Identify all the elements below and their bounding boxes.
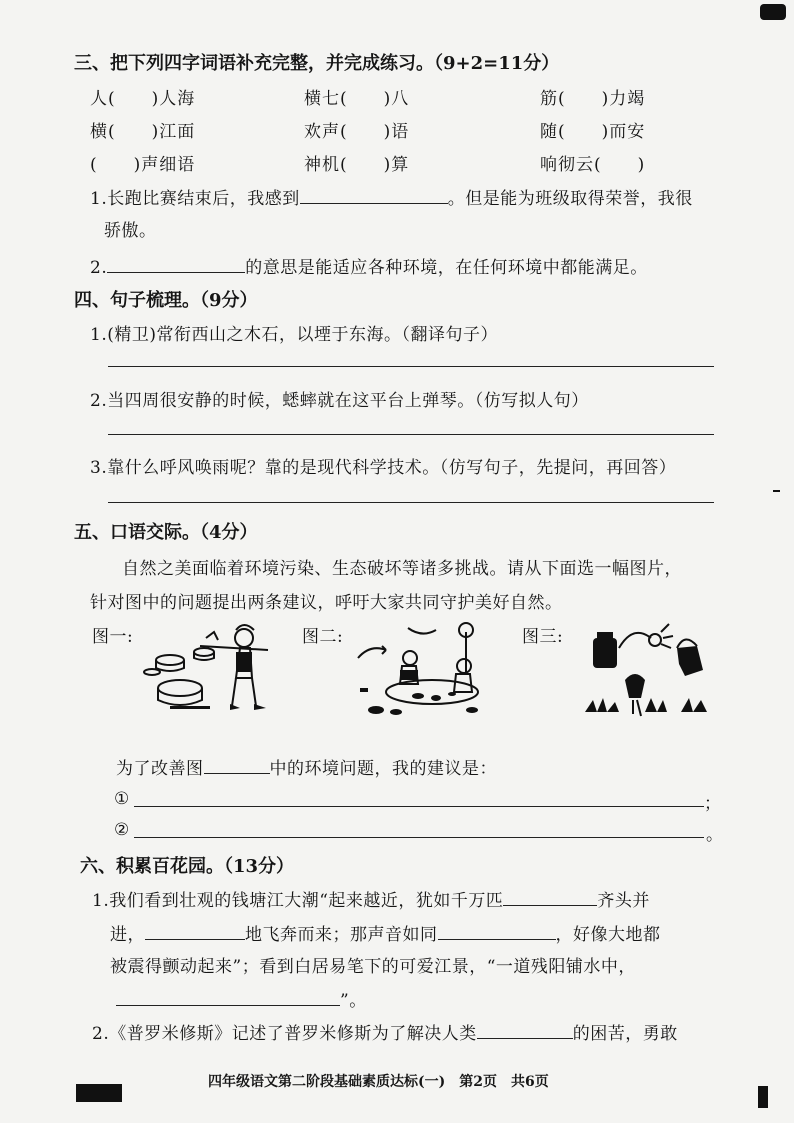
section-6-q1-line3: 被震得颤动起来”；看到白居易笔下的可爱江景，“一道残阳铺水中， bbox=[110, 957, 636, 977]
section-6-title: 六、积累百花园。（13分） bbox=[80, 856, 295, 877]
section-3-q2 bbox=[90, 253, 648, 278]
section-4-q3-answer-line[interactable] bbox=[108, 502, 714, 503]
figure-3-label: 图三: bbox=[522, 627, 564, 647]
section-3-q1-line1 bbox=[90, 184, 693, 209]
figure-choice-blank[interactable] bbox=[204, 757, 270, 774]
suggestion-1-marker: ① bbox=[114, 789, 130, 809]
section-4-q1: 1.(精卫)常衔西山之木石，以堙于东海。（翻译句子） bbox=[90, 325, 498, 345]
idiom-3-1: ( )声细语 bbox=[90, 155, 196, 175]
suggestion-1-answer-line[interactable] bbox=[134, 806, 704, 807]
q1-blank-3[interactable] bbox=[438, 923, 556, 940]
section-3-title: 三、把下列四字词语补充完整，并完成练习。（9+2=11分） bbox=[74, 53, 560, 74]
margin-tick bbox=[773, 490, 780, 492]
corner-mark-bottom-right bbox=[758, 1086, 768, 1108]
q1-text-before: 1.长跑比赛结束后，我感到 bbox=[90, 189, 300, 209]
section-5-instructions-line1: 自然之美面临着环境污染、生态破坏等诸多挑战。请从下面选一幅图片， bbox=[122, 559, 682, 579]
q1-line1-text: 1.我们看到壮观的钱塘江大潮“起来越近，犹如千万匹 bbox=[92, 891, 504, 911]
q2-text-after: 的困苦，勇敢 bbox=[572, 1024, 678, 1044]
suggestion-2-end: 。 bbox=[706, 825, 724, 845]
corner-mark-top-right bbox=[760, 4, 786, 20]
section-4-q1-answer-line[interactable] bbox=[108, 366, 714, 367]
section-6-q1-line1 bbox=[92, 886, 650, 911]
q2-text: 的意思是能适应各种环境，在任何环境中都能满足。 bbox=[245, 258, 648, 278]
page-footer: 四年级语文第二阶段基础素质达标(一) 第2页 共6页 bbox=[208, 1074, 549, 1090]
section-4-q2-answer-line[interactable] bbox=[108, 434, 714, 435]
q2-blank[interactable] bbox=[477, 1022, 573, 1039]
idiom-1-1: 人( )人海 bbox=[90, 89, 196, 109]
prompt-after: 中的环境问题，我的建议是： bbox=[269, 759, 497, 779]
idiom-2-3: 随( )而安 bbox=[540, 122, 646, 142]
corner-mark-bottom-left bbox=[76, 1084, 122, 1102]
q1-line2-start: 进， bbox=[110, 925, 145, 945]
prompt-before: 为了改善图 bbox=[116, 759, 204, 779]
section-6-q2 bbox=[92, 1019, 678, 1044]
section-4-q2: 2.当四周很安静的时候，蟋蟀就在这平台上弹琴。（仿写拟人句） bbox=[90, 391, 589, 411]
suggestion-2-marker: ② bbox=[114, 820, 130, 840]
idiom-1-2: 横七( )八 bbox=[304, 89, 410, 109]
q1-text-after: 。但是能为班级取得荣誉，我很 bbox=[447, 189, 693, 209]
figure-1-label: 图一: bbox=[92, 627, 134, 647]
section-6-q1-line4 bbox=[116, 986, 367, 1011]
section-5-prompt bbox=[116, 754, 497, 779]
section-6-q1-line2 bbox=[110, 920, 661, 945]
section-4-q3: 3.靠什么呼风唤雨呢？靠的是现代科学技术。（仿写句子，先提问，再回答） bbox=[90, 458, 677, 478]
section-4-title: 四、句子梳理。（9分） bbox=[74, 290, 258, 311]
q1-line4-end: ”。 bbox=[340, 991, 367, 1011]
figure-1-logging-illustration bbox=[140, 616, 300, 716]
q1-line1-end: 齐头并 bbox=[597, 891, 650, 911]
q1-blank-4[interactable] bbox=[116, 989, 340, 1006]
section-3-q1-line2: 骄傲。 bbox=[104, 221, 157, 241]
q2-answer-blank[interactable] bbox=[107, 256, 245, 273]
figure-2-picnic-litter-illustration bbox=[352, 618, 502, 718]
idiom-2-1: 横( )江面 bbox=[90, 122, 196, 142]
q2-number: 2. bbox=[90, 258, 108, 278]
idiom-2-2: 欢声( )语 bbox=[304, 122, 410, 142]
figure-3-water-pollution-illustration bbox=[585, 618, 725, 722]
q1-answer-blank[interactable] bbox=[300, 187, 448, 204]
figure-2-label: 图二: bbox=[302, 627, 344, 647]
q1-line2-end: ，好像大地都 bbox=[555, 925, 661, 945]
q1-blank-1[interactable] bbox=[503, 889, 597, 906]
idiom-1-3: 筋( )力竭 bbox=[540, 89, 646, 109]
idiom-3-2: 神机( )算 bbox=[304, 155, 410, 175]
q1-line2-mid: 地飞奔而来；那声音如同 bbox=[245, 925, 438, 945]
section-5-title: 五、口语交际。（4分） bbox=[74, 522, 258, 543]
idiom-3-3: 响彻云( ) bbox=[540, 155, 646, 175]
q2-text-before: 2.《普罗米修斯》记述了普罗米修斯为了解决人类 bbox=[92, 1024, 477, 1044]
q1-blank-2[interactable] bbox=[145, 923, 245, 940]
section-5-instructions-line2: 针对图中的问题提出两条建议，呼吁大家共同守护美好自然。 bbox=[90, 593, 563, 613]
suggestion-1-end: ； bbox=[704, 794, 722, 814]
suggestion-2-answer-line[interactable] bbox=[134, 837, 704, 838]
